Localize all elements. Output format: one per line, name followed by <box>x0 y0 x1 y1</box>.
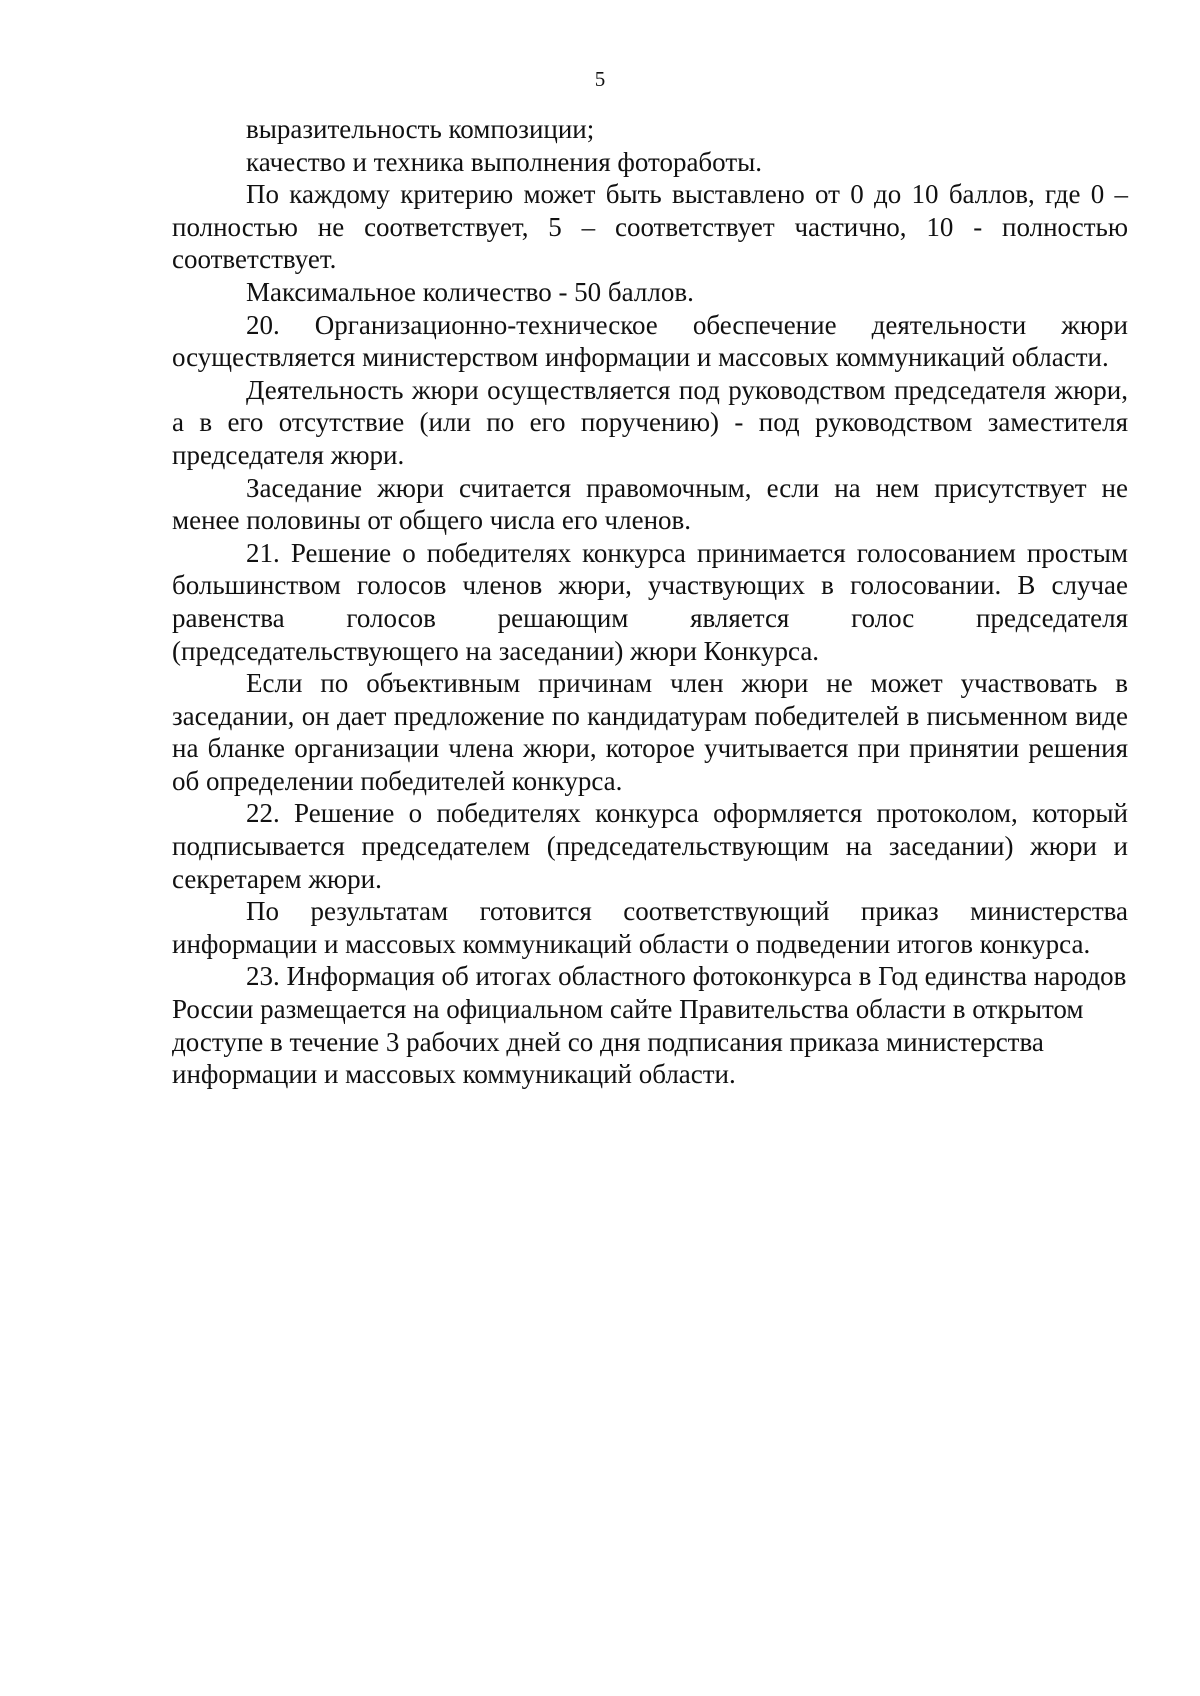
paragraph-20-jury-support: 20. Организационно-техническое обеспечение деятельности жюри осуществляется министерством информации и массовых коммуникаций области. <box>172 309 1128 373</box>
paragraph-criterion-quality: качество и техника выполнения фотоработы. <box>246 146 763 177</box>
paragraph-order: По результатам готовится соответствующий приказ министерства информации и массовых коммуникаций области о подведении итогов конкурса. <box>172 896 1128 959</box>
paragraph-quorum: Заседание жюри считается правомочным, если на нем присутствует не менее половины от общего числа его членов. <box>172 472 1128 536</box>
paragraph-scoring: По каждому критерию может быть выставлено от 0 до 10 баллов, где 0 – полностью не соответствует, 5 – соответствует частично, 10 - полностью соответствует. <box>172 179 1128 275</box>
paragraph-absent-member: Если по объективным причинам член жюри не может участвовать в заседании, он дает предложение по кандидатурам победителей в письменном виде на бланке организации члена жюри, которое учитывается при принятии решения об определении победителей конкурса. <box>172 668 1128 796</box>
paragraph-criterion-composition: выразительность композиции; <box>246 114 595 144</box>
paragraph-jury-leadership: Деятельность жюри осуществляется под руководством председателя жюри, а в его отсутствие (или по его поручению) - под руководством заместителя председателя жюри. <box>172 374 1128 470</box>
paragraph-21-voting: 21. Решение о победителях конкурса принимается голосованием простым большинством голосов членов жюри, участвующих в голосовании. В случае равенства голосов решающим является голос председателя (председательствующего на заседании) жюри Конкурса. <box>172 537 1128 666</box>
document-body <box>172 113 1128 1091</box>
paragraph-23-publication: 23. Информация об итогах областного фотоконкурса в Год единства народов России размещается на официальном сайте Правительства области в открытом доступе в течение 3 рабочих дней со дня подписания приказа министерства информации и массовых коммуникаций области. <box>172 961 1127 1090</box>
paragraph-22-protocol: 22. Решение о победителях конкурса оформляется протоколом, который подписывается председателем (председательствующим на заседании) жюри и секретарем жюри. <box>172 798 1128 894</box>
page-number: 5 <box>594 67 606 91</box>
paragraph-max-score: Максимальное количество - 50 баллов. <box>246 276 694 307</box>
